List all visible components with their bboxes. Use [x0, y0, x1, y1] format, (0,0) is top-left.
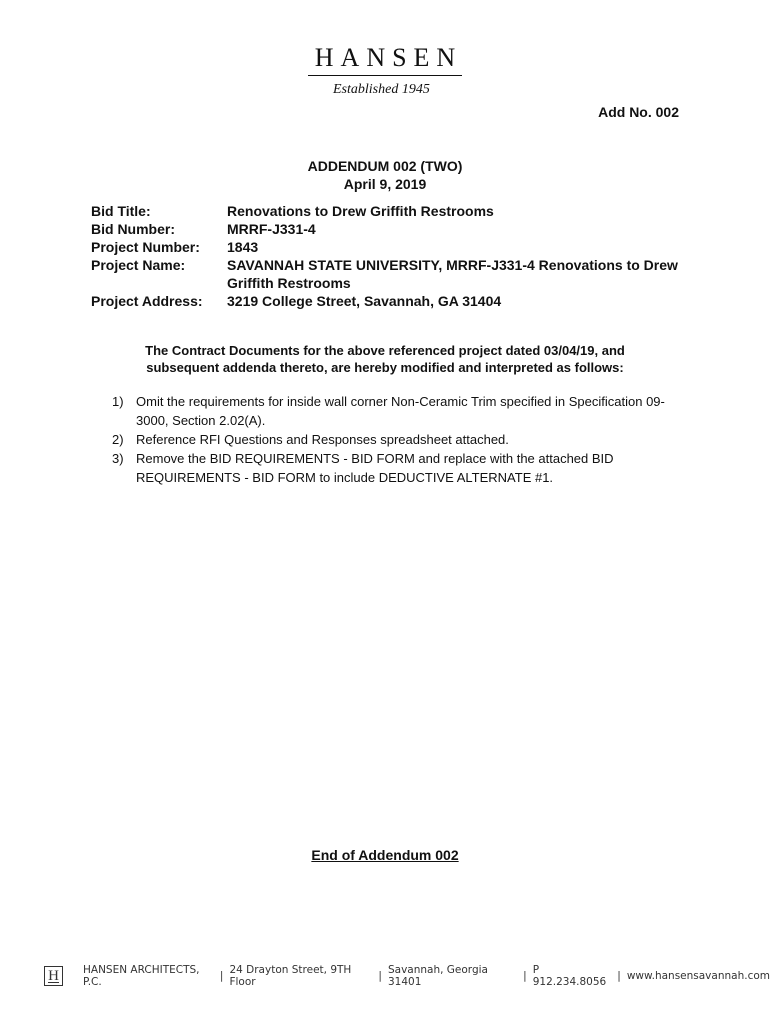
- addendum-number: Add No. 002: [598, 104, 679, 120]
- item-number: 2): [112, 432, 124, 447]
- intro-paragraph: [0, 342, 770, 376]
- item-text: Reference RFI Questions and Responses spreadsheet attached.: [136, 432, 509, 447]
- intro-line-2: subsequent addenda thereto, are hereby modified and interpreted as follows:: [146, 360, 624, 375]
- footer-separator: |: [378, 970, 382, 982]
- footer-logo-mark: H: [44, 966, 63, 986]
- title-line-1: ADDENDUM 002 (TWO): [307, 158, 463, 174]
- addendum-items: [112, 392, 692, 487]
- info-label: Project Number:: [91, 239, 200, 255]
- footer-website[interactable]: www.hansensavannah.com: [626, 970, 770, 982]
- info-row: [91, 220, 687, 238]
- footer-city: Savannah, Georgia 31401: [387, 964, 488, 988]
- footer-separator: |: [523, 970, 527, 982]
- info-label: Project Name:: [91, 257, 186, 273]
- footer-phone: P 912.234.8056: [532, 964, 607, 988]
- list-item: [112, 449, 692, 487]
- info-row: [91, 256, 687, 292]
- item-text: Remove the BID REQUIREMENTS - BID FORM and replace with the attached BID REQUIREMENTS - BID FORM to include DEDUCTIVE ALTERNATE #1.: [136, 451, 614, 485]
- title-date: April 9, 2019: [343, 176, 427, 192]
- company-logo: [0, 43, 770, 97]
- intro-line-1: The Contract Documents for the above referenced project dated 03/04/19, and: [145, 343, 625, 358]
- item-text: Omit the requirements for inside wall corner Non-Ceramic Trim specified in Specification 09-3000, Section 2.02(A).: [136, 394, 665, 428]
- page-footer: [44, 964, 770, 988]
- footer-street: 24 Drayton Street, 9TH Floor: [229, 964, 352, 988]
- project-info-table: [91, 202, 687, 310]
- list-item: [112, 392, 692, 430]
- info-value: 3219 College Street, Savannah, GA 31404: [227, 293, 502, 309]
- list-item: [112, 430, 692, 449]
- item-number: 1): [112, 394, 124, 409]
- info-label: Bid Number:: [91, 221, 175, 237]
- footer-separator: |: [617, 970, 621, 982]
- info-row: [91, 292, 687, 310]
- info-value: SAVANNAH STATE UNIVERSITY, MRRF-J331-4 Renovations to Drew Griffith Restrooms: [227, 257, 678, 291]
- info-value: MRRF-J331-4: [227, 221, 316, 237]
- end-of-addendum: End of Addendum 002: [311, 847, 459, 863]
- info-row: [91, 202, 687, 220]
- logo-established: Established 1945: [333, 82, 430, 97]
- footer-company: HANSEN ARCHITECTS, P.C.: [83, 964, 200, 988]
- document-title: [0, 157, 770, 193]
- footer-separator: |: [219, 970, 224, 982]
- info-value: 1843: [227, 239, 259, 255]
- info-row: [91, 238, 687, 256]
- item-number: 3): [112, 451, 124, 466]
- info-label: Project Address:: [91, 293, 203, 309]
- info-label: Bid Title:: [91, 203, 151, 219]
- info-value: Renovations to Drew Griffith Restrooms: [227, 203, 494, 219]
- logo-name: HANSEN: [308, 44, 462, 76]
